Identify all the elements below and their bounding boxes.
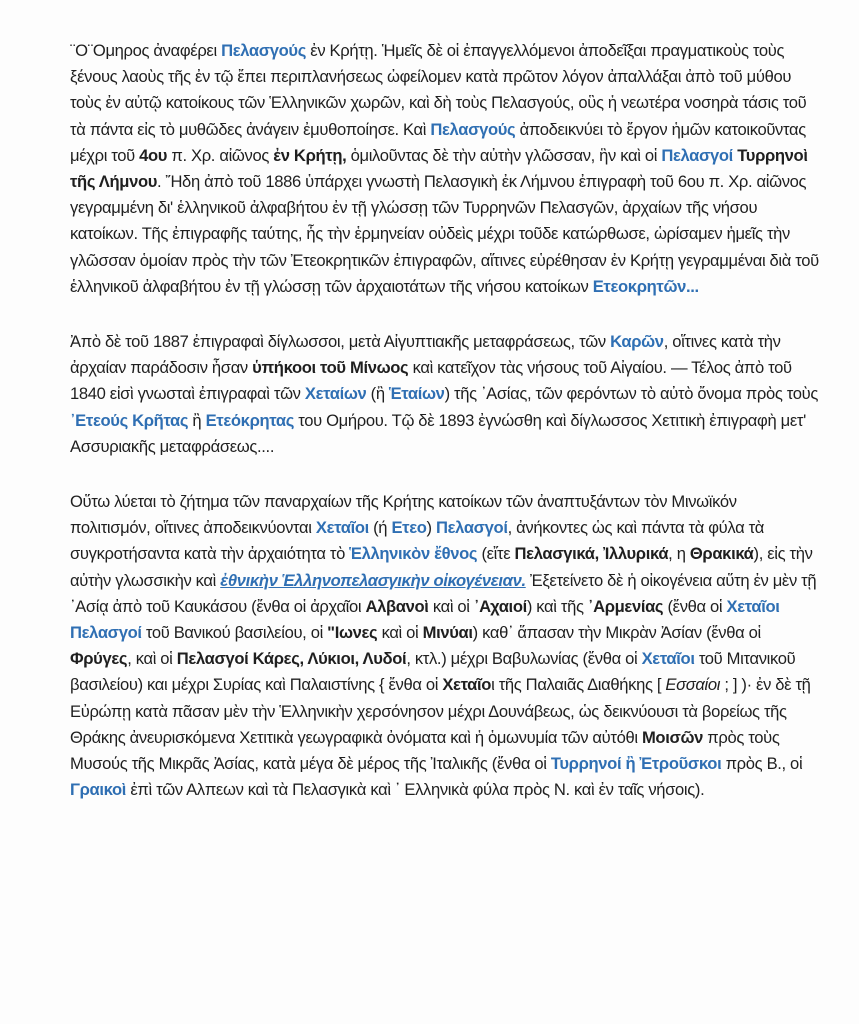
text-run: Ἀπὸ δὲ τοῦ 1887 ἐπιγραφαὶ δίγλωσσοι, μετὰ Αἰγυπτιακῆς μεταφράσεως, τῶν (70, 332, 611, 352)
text-run: ) τῆς ᾿Ασίας, τῶν φερόντων τὸ αὐτὸ ὄνομα πρὸς τοὺς (444, 384, 818, 404)
bold-term: Μοισῶν (641, 727, 704, 747)
text-run: ἢ (188, 410, 206, 430)
highlighted-term: Καρῶν (610, 332, 664, 352)
bold-term: ᾿Αρμενίας (587, 596, 664, 616)
text-run: τοῦ Βανικού βασιλείου, οἱ (141, 623, 328, 643)
bold-term: Πελασγικά, Ἰλλυρικά (514, 544, 669, 564)
text-run: . Ἤδη ἀπὸ τοῦ 1886 ὑπάρχει γνωστὴ Πελασγικὴ ἐκ Λήμνου ἐπιγραφὴ τοῦ 6ου π. Χρ. αἰῶνος γεγραμμένη δι' ἑλληνικοῦ ἀλφαβήτου ἐν τῇ γλώσσῃ τῶν Τυρρηνῶν Πελασγῶν, ἀρχαίων τῆς νήσου κατοίκων. Τῆς ἐπιγραφῆς ταύτης, ἧς τὴν ἑρμηνείαν οὐδεὶς μέχρι τοῦδε κατώρθωσε, ὡρίσαμεν ἡμεῖς τὴν γλῶσσαν ὁμοίαν πρὸς τὴν τῶν Ἐτεοκρητικῶν ἐπιγραφῶν, αἵτινες εὑρέθησαν ἐν Κρήτῃ γεγραμμέναι διὰ τοῦ ἑλληνικοῦ ἀλφαβήτου ἐν τῇ γλώσσῃ τῶν ἀρχαιοτάτων τῆς νήσου κατοίκων (70, 172, 819, 296)
text-run: ; ] )· ἐν δὲ τῇ Εὐρώπῃ κατὰ πᾶσαν μὲν τὴν Ἑλληνικὴν χερσόνησον μέχρι Δουνάβεως, ὡς δεικνύουσι τὰ βορείως τῆς Θράκης ἀνευρισκόμενα Χετιτικὰ γεωγραφικὰ ὀνόματα καὶ ἡ ὁμωνυμία τῶν αὐτόθι (70, 675, 811, 747)
text-run: ) καθ᾿ ἅπασαν τὴν Μικρὰν Ἀσίαν (ἔνθα οἱ (472, 623, 761, 643)
text-run: ) καὶ τῆς (526, 596, 588, 616)
bold-term: Χεταῖο (442, 675, 492, 695)
text-run: ) (426, 518, 436, 538)
bold-term: 4ου (139, 145, 168, 165)
text-run: , ἀνήκοντες ὡς καὶ πάντα τὰ φύλα τὰ συγκροτήσαντα κατὰ τὴν ἀρχαιότητα τὸ (70, 518, 765, 564)
highlighted-term: Χεταῖοι Πελασγοί (70, 596, 780, 643)
text-run: , καὶ οἱ (127, 649, 177, 669)
highlighted-term: Ετεο (391, 518, 427, 538)
bold-term: ὑπήκοοι τοῦ Μίνωος (252, 358, 409, 378)
text-run: (εἴτε (477, 544, 515, 564)
highlighted-term: Ετεόκρητας (205, 410, 294, 430)
highlighted-term: Χεταίων (304, 384, 367, 404)
text-run: ¨Ο¨Ομηρος ἀναφέρει (70, 41, 222, 60)
highlighted-term: Τυρρηνοί ἢ Ἐτροῦσκοι (550, 754, 722, 774)
paragraph-1 (70, 38, 819, 300)
text-run: του Ομήρου. Τῷ δὲ 1893 ἐγνώσθη καὶ δίγλωσσος Χετιτικὴ ἐπιγραφὴ μετ' Ασσυριακῆς μεταφράσεως.... (70, 410, 806, 456)
bold-term: Φρύγες (70, 649, 128, 669)
text-run: , οἵτινες κατὰ τὴν ἀρχαίαν παράδοσιν ἦσαν (70, 332, 781, 378)
highlighted-term: Πελασγούς (430, 119, 516, 139)
text-run: ἀποδεικνύει τὸ ἔργον ἡμῶν κατοικοῦντας μέχρι τοῦ (70, 119, 806, 165)
paragraph-2 (70, 329, 819, 460)
text-run: , η (668, 544, 690, 564)
bold-term: "Ιωνες (327, 623, 378, 643)
highlighted-term: Γραικοὶ (70, 780, 127, 800)
bold-term: Μινύαι (422, 623, 473, 643)
highlighted-term: Πελασγοί (661, 145, 733, 165)
bold-term: Αλβανοὶ (365, 596, 429, 616)
underlined-link[interactable]: ἐθνικὴν Ἑλληνοπελασγικὴν οἰκογένειαν. (220, 570, 526, 590)
highlighted-term: Ἑταίων (388, 384, 445, 404)
text-run: Ἐξετείνετο δὲ ἡ οἰκογένεια αὕτη ἐν μὲν τῇ ᾿Ασίᾳ ἀπὸ τοῦ Καυκάσου (ἔνθα οἱ ἀρχαῖοι (70, 570, 817, 616)
text-run: ὁμιλοῦντας δὲ τὴν αὐτὴν γλῶσσαν, ἣν καὶ οἱ (346, 145, 662, 165)
highlighted-term: Πελασγοί (435, 518, 508, 538)
text-run: (ἔνθα οἱ (663, 596, 727, 616)
text-run: ι τῆς Παλαιᾶς Διαθήκης [ (491, 675, 666, 695)
text-run: τοῦ Μιτανικοῦ βασιλείου) και μέχρι Συρίας καὶ Παλαιστίνης { ἔνθα οἱ (70, 649, 796, 695)
text-run: καὶ οἱ (428, 596, 474, 616)
text-run: (ή (368, 518, 392, 538)
bold-term: Πελασγοί Κάρες, Λύκιοι, Λυδοί (176, 649, 407, 669)
highlighted-term: Ἑλληνικὸν ἔθνος (349, 544, 478, 564)
text-run: πρὸς Β., οἱ (721, 754, 803, 774)
text-run: ), εἰς τὴν αὐτὴν γλωσσικὴν καὶ (70, 544, 813, 590)
text-run: ἐπὶ τῶν Αλπεων καὶ τὰ Πελασγικὰ καὶ ᾿ Ελληνικὰ φύλα πρὸς Ν. καὶ ἐν ταῖς νήσοις). (126, 780, 705, 800)
text-run: , κτλ.) μέχρι Βαβυλωνίας (ἔνθα οἱ (406, 649, 642, 669)
highlighted-term: ᾿Ετεούς Κρῆτας (70, 410, 189, 430)
highlighted-term: Πελασγούς (221, 41, 307, 60)
bold-term: Θρακικά (689, 544, 754, 564)
text-run: (ἢ (366, 384, 389, 404)
bold-term: ᾿Αχαιοί (473, 596, 527, 616)
paragraph-3 (70, 489, 819, 803)
text-run: πρὸς τοὺς Μυσούς τῆς Μικρᾶς Ἀσίας, κατὰ μέγα δὲ μέρος τῆς Ἰταλικῆς (ἔνθα οἱ (70, 727, 780, 774)
text-run: καὶ κατεῖχον τὰς νήσους τοῦ Αἰγαίου. — Τέλος ἀπὸ τοῦ 1840 εἰσὶ γνωσταὶ ἐπιγραφαὶ τῶν (70, 358, 792, 404)
italic-term: Εσσαίοι (665, 675, 721, 695)
bold-term: ἐν Κρήτῃ, (273, 145, 347, 165)
highlighted-term: Ετεοκρητῶν... (592, 276, 699, 296)
text-run: καὶ οἱ (377, 623, 423, 643)
highlighted-term: Χεταῖοι (315, 518, 369, 538)
highlighted-term: Χεταῖοι (641, 649, 695, 669)
bold-term: Τυρρηνοὶ τῆς Λήμνου (70, 145, 808, 192)
text-run: π. Χρ. αἰῶνος (167, 145, 274, 165)
text-run: Οὕτω λύεται τὸ ζήτημα τῶν παναρχαίων τῆς Κρήτης κατοίκων τῶν ἀναπτυξάντων τὸν Μινωϊκόν πολιτισμόν, οἵτινες ἀποδεικνύονται (70, 492, 737, 538)
text-run: ἐν Κρήτῃ. Ἡμεῖς δὲ οἱ ἐπαγγελλόμενοι ἀποδεῖξαι πραγματικοὺς τοὺς ξένους λαοὺς τῆς ἐν τῷ ἔπει περιπλανήσεως ὠφείλομεν κατὰ πρῶτον λόγον ἀπαλλάξαι ἀπὸ τοῦ μύθου τοὺς ἐν αὐτῷ κατοίκους τῶν Ἑλληνικῶν χωρῶν, καὶ δὴ τοὺς Πελασγούς, οὓς ἡ νεωτέρα νοσηρὰ τάσις τοῦ τὰ πάντα εἰς τὸ μυθῶδες ἀνάγειν ἐμυθοποίησε. Καὶ (70, 41, 807, 139)
